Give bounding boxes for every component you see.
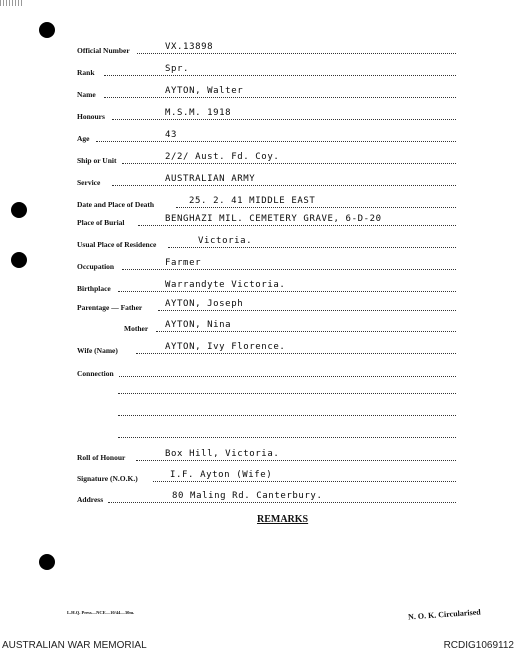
field-parentage-mother: [0, 319, 518, 335]
field-date-place-of-death: [0, 195, 518, 211]
field-label: Date and Place of Death: [77, 200, 155, 209]
field-rule: [176, 207, 456, 208]
punch-hole-bottom: [39, 554, 55, 570]
field-rule: [112, 119, 456, 120]
field-occupation: [0, 257, 518, 273]
field-address: [0, 490, 518, 506]
field-birthplace: [0, 279, 518, 295]
field-rule: [119, 376, 456, 377]
field-rule: [122, 163, 456, 164]
field-value: Farmer: [165, 258, 202, 268]
field-value: AYTON, Nina: [165, 320, 232, 330]
field-value: I.F. Ayton (Wife): [170, 470, 273, 480]
field-usual-residence: [0, 235, 518, 251]
field-value: 2/2/ Aust. Fd. Coy.: [165, 152, 280, 162]
field-place-of-burial: [0, 213, 518, 229]
field-official-number: [0, 41, 518, 57]
field-label: Name: [77, 90, 96, 99]
field-name: [0, 85, 518, 101]
field-signature-nok: [0, 469, 518, 485]
connection-line-4: [118, 437, 456, 438]
field-label: Place of Burial: [77, 218, 125, 227]
punch-hole-top: [39, 22, 55, 38]
field-label: Signature (N.O.K.): [77, 474, 138, 483]
field-label: Parentage — Father: [77, 303, 143, 312]
field-label: Mother: [124, 324, 149, 333]
field-rule: [104, 75, 456, 76]
field-rule: [96, 141, 456, 142]
field-rule: [118, 291, 456, 292]
field-value: Box Hill, Victoria.: [165, 449, 280, 459]
field-value: 25. 2. 41 MIDDLE EAST: [189, 196, 316, 206]
field-value: 80 Maling Rd. Canterbury.: [172, 491, 323, 501]
field-value: AYTON, Ivy Florence.: [165, 342, 286, 352]
field-rule: [108, 502, 456, 503]
field-label: Wife (Name): [77, 346, 118, 355]
field-rule: [156, 331, 456, 332]
field-rule: [168, 247, 456, 248]
field-label: Birthplace: [77, 284, 111, 293]
field-label: Address: [77, 495, 104, 504]
field-rule: [158, 310, 456, 311]
field-value: Victoria.: [198, 236, 253, 246]
field-label: Occupation: [77, 262, 115, 271]
scan-edge-mark: [0, 0, 22, 6]
field-value: VX.13898: [165, 42, 214, 52]
field-label: Ship or Unit: [77, 156, 117, 165]
field-rule: [136, 353, 456, 354]
form-print-footnote: L.H.Q. Press—NCE—10/44—30m.: [67, 610, 135, 615]
field-age: [0, 129, 518, 145]
field-label: Age: [77, 134, 90, 143]
connection-line-2: [118, 393, 456, 394]
field-label: Honours: [77, 112, 105, 121]
footer-institution: AUSTRALIAN WAR MEMORIAL: [2, 640, 147, 651]
field-value: 43: [165, 130, 178, 140]
field-ship-or-unit: [0, 151, 518, 167]
field-label: Rank: [77, 68, 95, 77]
field-value: Warrandyte Victoria.: [165, 280, 286, 290]
field-label: Roll of Honour: [77, 453, 126, 462]
field-value: Spr.: [165, 64, 190, 74]
field-service: [0, 173, 518, 189]
field-rule: [136, 460, 456, 461]
field-rule: [122, 269, 456, 270]
field-rank: [0, 63, 518, 79]
field-connection: [0, 364, 518, 380]
footer-record-id: RCDIG1069112: [443, 640, 514, 651]
field-rule: [138, 225, 456, 226]
field-label: Usual Place of Residence: [77, 240, 157, 249]
field-rule: [153, 481, 456, 482]
field-wife-name: [0, 341, 518, 357]
field-value: AUSTRALIAN ARMY: [165, 174, 256, 184]
field-parentage-father: [0, 298, 518, 314]
field-label: Official Number: [77, 46, 130, 55]
connection-line-3: [118, 415, 456, 416]
field-label: Connection: [77, 369, 114, 378]
field-rule: [112, 185, 456, 186]
field-value: BENGHAZI MIL. CEMETERY GRAVE, 6-D-20: [165, 214, 382, 224]
nok-circularised-stamp: N. O. K. Circularised: [407, 607, 481, 622]
field-value: AYTON, Joseph: [165, 299, 244, 309]
field-label: Service: [77, 178, 101, 187]
field-roll-of-honour: [0, 448, 518, 464]
remarks-heading: REMARKS: [257, 514, 309, 525]
field-rule: [137, 53, 456, 54]
field-value: AYTON, Walter: [165, 86, 244, 96]
field-rule: [104, 97, 456, 98]
field-honours: [0, 107, 518, 123]
field-value: M.S.M. 1918: [165, 108, 232, 118]
